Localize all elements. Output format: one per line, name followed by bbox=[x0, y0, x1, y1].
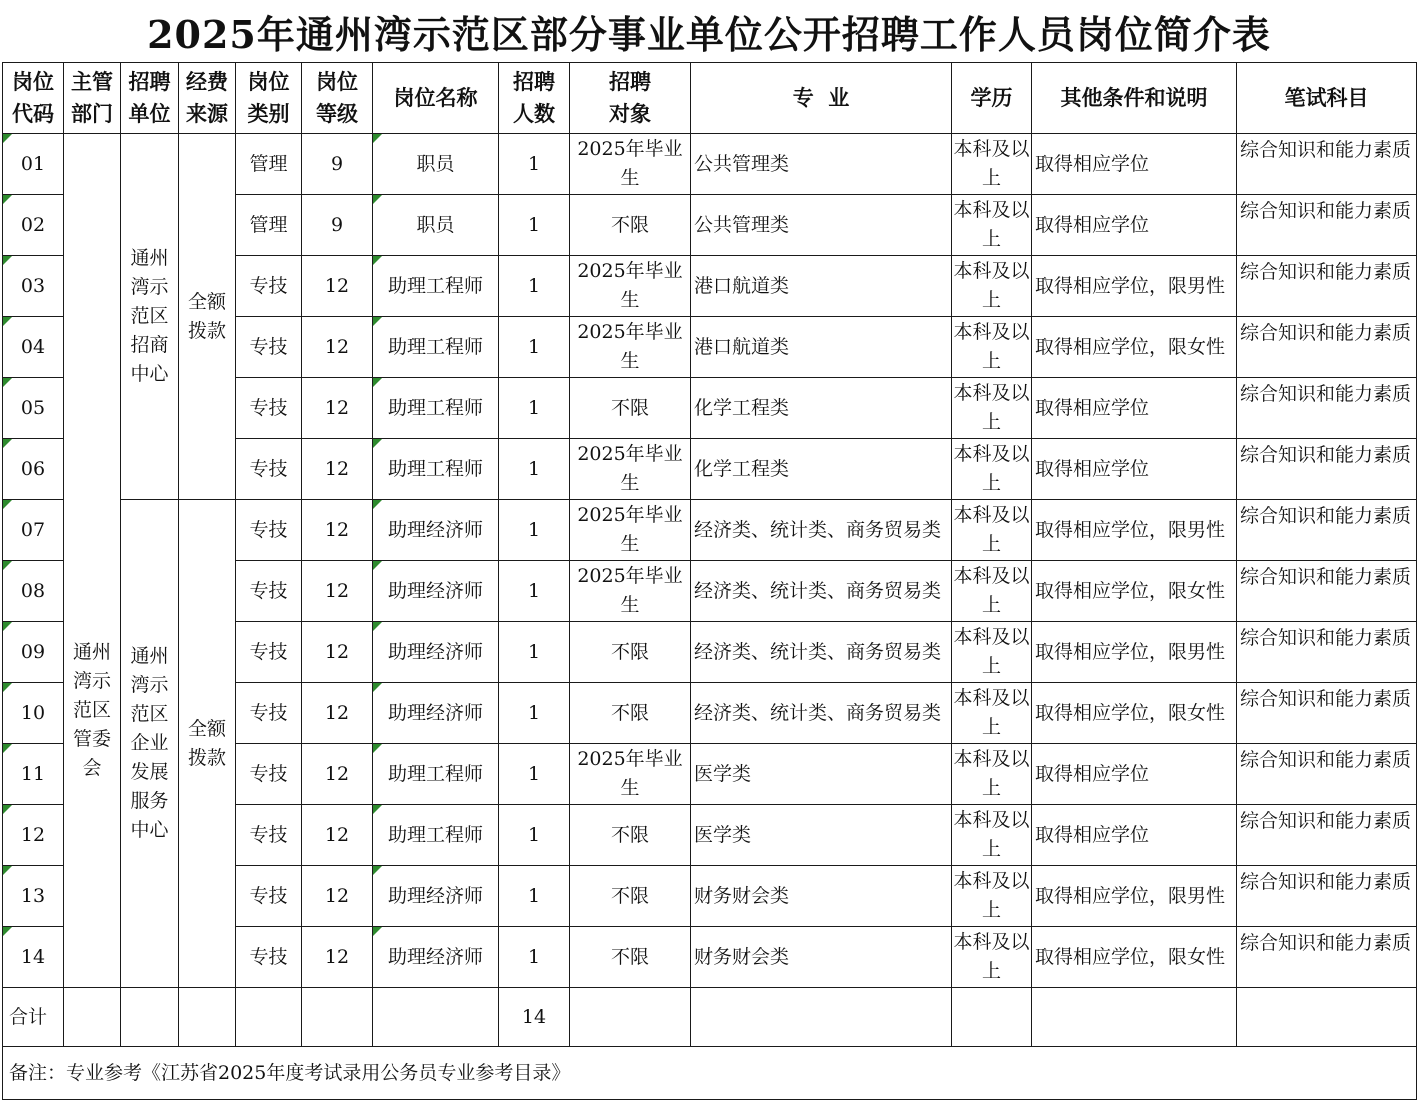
cell-code: 09 bbox=[3, 622, 64, 683]
total-row bbox=[3, 988, 1417, 1047]
cell-level: 12 bbox=[302, 500, 373, 561]
cell-exam: 综合知识和能力素质 bbox=[1237, 927, 1417, 988]
cell-education: 本科及以上 bbox=[952, 805, 1032, 866]
cell-position: 助理经济师 bbox=[373, 500, 499, 561]
cell-major: 经济类、统计类、商务贸易类 bbox=[691, 622, 952, 683]
cell-category: 专技 bbox=[236, 866, 302, 927]
cell-target: 2025年毕业生 bbox=[570, 256, 691, 317]
cell-exam: 综合知识和能力素质 bbox=[1237, 500, 1417, 561]
cell-category: 专技 bbox=[236, 805, 302, 866]
header-code: 岗位 代码 bbox=[3, 63, 64, 134]
cell-target: 2025年毕业生 bbox=[570, 317, 691, 378]
cell-conditions: 取得相应学位，限男性 bbox=[1032, 866, 1237, 927]
total-empty-cell bbox=[691, 988, 952, 1047]
cell-exam: 综合知识和能力素质 bbox=[1237, 683, 1417, 744]
header-funding: 经费 来源 bbox=[179, 63, 236, 134]
cell-education: 本科及以上 bbox=[952, 866, 1032, 927]
position-table bbox=[2, 62, 1417, 1100]
cell-level: 12 bbox=[302, 805, 373, 866]
cell-target: 2025年毕业生 bbox=[570, 439, 691, 500]
total-empty-cell bbox=[1237, 988, 1417, 1047]
cell-exam: 综合知识和能力素质 bbox=[1237, 805, 1417, 866]
cell-level: 12 bbox=[302, 378, 373, 439]
cell-count: 1 bbox=[499, 378, 570, 439]
cell-exam: 综合知识和能力素质 bbox=[1237, 195, 1417, 256]
cell-code: 02 bbox=[3, 195, 64, 256]
cell-major: 公共管理类 bbox=[691, 134, 952, 195]
cell-level: 12 bbox=[302, 622, 373, 683]
cell-conditions: 取得相应学位，限女性 bbox=[1032, 927, 1237, 988]
cell-code: 14 bbox=[3, 927, 64, 988]
cell-major: 经济类、统计类、商务贸易类 bbox=[691, 500, 952, 561]
cell-position: 助理工程师 bbox=[373, 744, 499, 805]
cell-major: 公共管理类 bbox=[691, 195, 952, 256]
cell-conditions: 取得相应学位 bbox=[1032, 134, 1237, 195]
cell-exam: 综合知识和能力素质 bbox=[1237, 866, 1417, 927]
cell-count: 1 bbox=[499, 927, 570, 988]
cell-count: 1 bbox=[499, 866, 570, 927]
cell-position: 职员 bbox=[373, 195, 499, 256]
cell-exam: 综合知识和能力素质 bbox=[1237, 134, 1417, 195]
note-row bbox=[3, 1047, 1417, 1100]
cell-level: 12 bbox=[302, 439, 373, 500]
cell-conditions: 取得相应学位，限男性 bbox=[1032, 622, 1237, 683]
cell-target: 不限 bbox=[570, 683, 691, 744]
cell-exam: 综合知识和能力素质 bbox=[1237, 622, 1417, 683]
cell-category: 专技 bbox=[236, 500, 302, 561]
cell-major: 医学类 bbox=[691, 805, 952, 866]
cell-unit: 通州 湾示 范区 企业 发展 服务 中心 bbox=[121, 500, 179, 988]
cell-funding: 全额 拨款 bbox=[179, 500, 236, 988]
cell-category: 专技 bbox=[236, 317, 302, 378]
cell-education: 本科及以上 bbox=[952, 134, 1032, 195]
cell-category: 专技 bbox=[236, 683, 302, 744]
cell-education: 本科及以上 bbox=[952, 622, 1032, 683]
cell-education: 本科及以上 bbox=[952, 500, 1032, 561]
cell-major: 港口航道类 bbox=[691, 317, 952, 378]
cell-level: 9 bbox=[302, 134, 373, 195]
header-exam: 笔试科目 bbox=[1237, 63, 1417, 134]
cell-category: 专技 bbox=[236, 561, 302, 622]
table-body bbox=[3, 134, 1417, 988]
cell-target: 2025年毕业生 bbox=[570, 744, 691, 805]
cell-count: 1 bbox=[499, 500, 570, 561]
cell-major: 医学类 bbox=[691, 744, 952, 805]
cell-conditions: 取得相应学位，限女性 bbox=[1032, 561, 1237, 622]
cell-code: 12 bbox=[3, 805, 64, 866]
cell-level: 12 bbox=[302, 256, 373, 317]
cell-count: 1 bbox=[499, 439, 570, 500]
cell-level: 9 bbox=[302, 195, 373, 256]
cell-education: 本科及以上 bbox=[952, 683, 1032, 744]
header-position: 岗位名称 bbox=[373, 63, 499, 134]
cell-position: 助理经济师 bbox=[373, 866, 499, 927]
cell-education: 本科及以上 bbox=[952, 439, 1032, 500]
cell-count: 1 bbox=[499, 134, 570, 195]
total-empty-cell bbox=[952, 988, 1032, 1047]
cell-major: 化学工程类 bbox=[691, 378, 952, 439]
cell-position: 助理工程师 bbox=[373, 439, 499, 500]
cell-category: 专技 bbox=[236, 439, 302, 500]
cell-target: 2025年毕业生 bbox=[570, 134, 691, 195]
total-empty-cell bbox=[64, 988, 121, 1047]
table-row bbox=[3, 134, 1417, 195]
cell-category: 专技 bbox=[236, 744, 302, 805]
header-category: 岗位 类别 bbox=[236, 63, 302, 134]
cell-major: 财务财会类 bbox=[691, 866, 952, 927]
cell-exam: 综合知识和能力素质 bbox=[1237, 744, 1417, 805]
cell-code: 10 bbox=[3, 683, 64, 744]
cell-position: 助理工程师 bbox=[373, 317, 499, 378]
cell-position: 助理经济师 bbox=[373, 683, 499, 744]
cell-major: 经济类、统计类、商务贸易类 bbox=[691, 683, 952, 744]
cell-education: 本科及以上 bbox=[952, 561, 1032, 622]
total-empty-cell bbox=[570, 988, 691, 1047]
cell-level: 12 bbox=[302, 744, 373, 805]
header-count: 招聘 人数 bbox=[499, 63, 570, 134]
cell-major: 财务财会类 bbox=[691, 927, 952, 988]
footnote: 备注：专业参考《江苏省2025年度考试录用公务员专业参考目录》 bbox=[3, 1047, 1417, 1100]
header-target: 招聘 对象 bbox=[570, 63, 691, 134]
cell-education: 本科及以上 bbox=[952, 927, 1032, 988]
cell-category: 专技 bbox=[236, 927, 302, 988]
cell-conditions: 取得相应学位 bbox=[1032, 378, 1237, 439]
cell-category: 专技 bbox=[236, 378, 302, 439]
cell-code: 08 bbox=[3, 561, 64, 622]
cell-position: 助理经济师 bbox=[373, 927, 499, 988]
cell-code: 04 bbox=[3, 317, 64, 378]
cell-count: 1 bbox=[499, 317, 570, 378]
cell-code: 13 bbox=[3, 866, 64, 927]
total-empty-cell bbox=[121, 988, 179, 1047]
header-department: 主管 部门 bbox=[64, 63, 121, 134]
cell-category: 管理 bbox=[236, 195, 302, 256]
cell-funding: 全额 拨款 bbox=[179, 134, 236, 500]
cell-exam: 综合知识和能力素质 bbox=[1237, 256, 1417, 317]
cell-code: 07 bbox=[3, 500, 64, 561]
cell-conditions: 取得相应学位，限女性 bbox=[1032, 683, 1237, 744]
cell-level: 12 bbox=[302, 561, 373, 622]
cell-conditions: 取得相应学位 bbox=[1032, 195, 1237, 256]
cell-count: 1 bbox=[499, 805, 570, 866]
total-label: 合计 bbox=[3, 988, 64, 1047]
cell-code: 01 bbox=[3, 134, 64, 195]
cell-education: 本科及以上 bbox=[952, 256, 1032, 317]
cell-conditions: 取得相应学位，限男性 bbox=[1032, 500, 1237, 561]
cell-level: 12 bbox=[302, 317, 373, 378]
cell-conditions: 取得相应学位 bbox=[1032, 805, 1237, 866]
cell-code: 11 bbox=[3, 744, 64, 805]
cell-position: 助理工程师 bbox=[373, 805, 499, 866]
cell-unit: 通州 湾示 范区 招商 中心 bbox=[121, 134, 179, 500]
cell-conditions: 取得相应学位 bbox=[1032, 439, 1237, 500]
cell-category: 管理 bbox=[236, 134, 302, 195]
cell-level: 12 bbox=[302, 683, 373, 744]
header-level: 岗位 等级 bbox=[302, 63, 373, 134]
cell-position: 助理经济师 bbox=[373, 561, 499, 622]
page-title: 2025年通州湾示范区部分事业单位公开招聘工作人员岗位简介表 bbox=[147, 11, 1271, 57]
cell-major: 经济类、统计类、商务贸易类 bbox=[691, 561, 952, 622]
header-row bbox=[3, 63, 1417, 134]
cell-major: 化学工程类 bbox=[691, 439, 952, 500]
cell-level: 12 bbox=[302, 866, 373, 927]
cell-education: 本科及以上 bbox=[952, 744, 1032, 805]
cell-count: 1 bbox=[499, 561, 570, 622]
cell-exam: 综合知识和能力素质 bbox=[1237, 378, 1417, 439]
total-empty-cell bbox=[179, 988, 236, 1047]
cell-target: 2025年毕业生 bbox=[570, 500, 691, 561]
cell-count: 1 bbox=[499, 683, 570, 744]
cell-count: 1 bbox=[499, 622, 570, 683]
header-education: 学历 bbox=[952, 63, 1032, 134]
cell-exam: 综合知识和能力素质 bbox=[1237, 439, 1417, 500]
cell-target: 不限 bbox=[570, 378, 691, 439]
total-count: 14 bbox=[499, 988, 570, 1047]
cell-code: 03 bbox=[3, 256, 64, 317]
cell-count: 1 bbox=[499, 256, 570, 317]
cell-education: 本科及以上 bbox=[952, 317, 1032, 378]
total-empty-cell bbox=[302, 988, 373, 1047]
cell-exam: 综合知识和能力素质 bbox=[1237, 561, 1417, 622]
cell-target: 不限 bbox=[570, 622, 691, 683]
cell-position: 助理经济师 bbox=[373, 622, 499, 683]
cell-category: 专技 bbox=[236, 256, 302, 317]
cell-code: 06 bbox=[3, 439, 64, 500]
cell-target: 不限 bbox=[570, 927, 691, 988]
cell-count: 1 bbox=[499, 744, 570, 805]
cell-target: 不限 bbox=[570, 866, 691, 927]
table-row bbox=[3, 500, 1417, 561]
total-empty-cell bbox=[373, 988, 499, 1047]
cell-category: 专技 bbox=[236, 622, 302, 683]
header-conditions: 其他条件和说明 bbox=[1032, 63, 1237, 134]
cell-conditions: 取得相应学位 bbox=[1032, 744, 1237, 805]
cell-conditions: 取得相应学位，限女性 bbox=[1032, 317, 1237, 378]
cell-count: 1 bbox=[499, 195, 570, 256]
cell-education: 本科及以上 bbox=[952, 378, 1032, 439]
cell-position: 职员 bbox=[373, 134, 499, 195]
header-major: 专 业 bbox=[691, 63, 952, 134]
cell-department: 通州 湾示 范区 管委 会 bbox=[64, 134, 121, 988]
cell-target: 2025年毕业生 bbox=[570, 561, 691, 622]
cell-code: 05 bbox=[3, 378, 64, 439]
cell-education: 本科及以上 bbox=[952, 195, 1032, 256]
total-empty-cell bbox=[1032, 988, 1237, 1047]
header-unit: 招聘 单位 bbox=[121, 63, 179, 134]
cell-target: 不限 bbox=[570, 195, 691, 256]
cell-major: 港口航道类 bbox=[691, 256, 952, 317]
cell-target: 不限 bbox=[570, 805, 691, 866]
cell-position: 助理工程师 bbox=[373, 378, 499, 439]
cell-conditions: 取得相应学位，限男性 bbox=[1032, 256, 1237, 317]
total-empty-cell bbox=[236, 988, 302, 1047]
cell-level: 12 bbox=[302, 927, 373, 988]
cell-position: 助理工程师 bbox=[373, 256, 499, 317]
cell-exam: 综合知识和能力素质 bbox=[1237, 317, 1417, 378]
